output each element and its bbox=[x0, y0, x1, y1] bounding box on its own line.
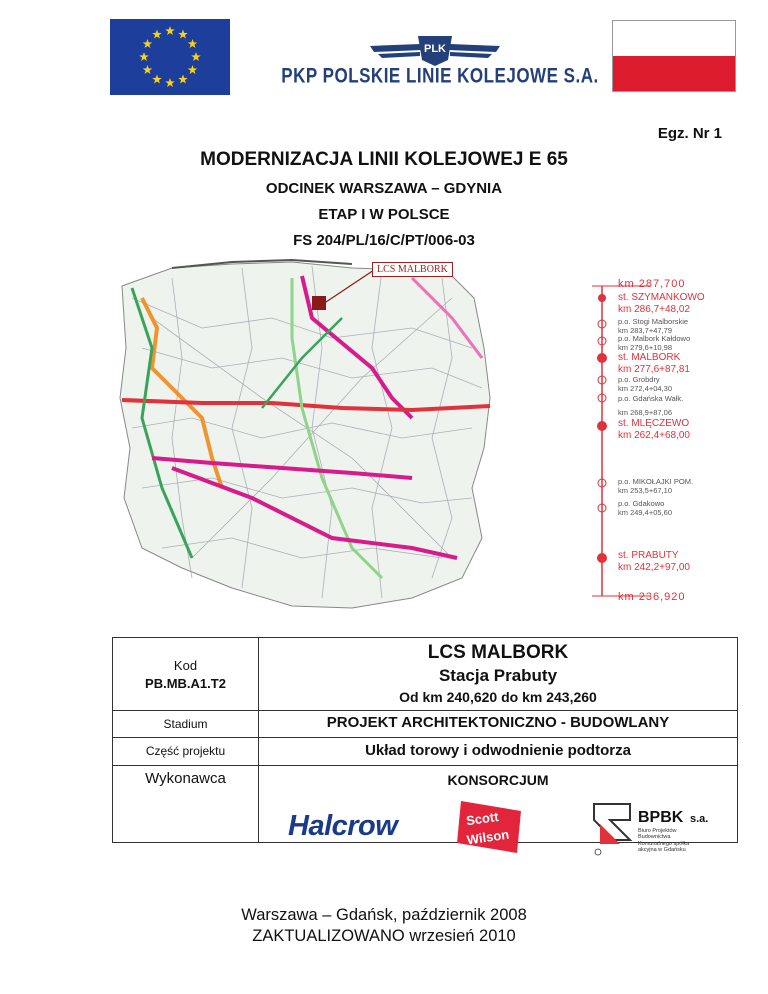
eu-star-icon bbox=[143, 39, 153, 48]
eu-star-icon bbox=[188, 39, 198, 48]
scott-text: Scott bbox=[465, 808, 500, 829]
eu-star-icon bbox=[152, 75, 162, 84]
kod-label: Kod bbox=[173, 658, 198, 673]
stage-title: ETAP I W POLSCE bbox=[318, 206, 450, 223]
bpbk-suffix: s.a. bbox=[690, 813, 709, 825]
eu-star-icon bbox=[165, 26, 175, 35]
part-value: Układ torowy i odwodnienie podtorza bbox=[365, 742, 631, 759]
station-km: km 242,2+97,00 bbox=[618, 562, 690, 573]
lcs-callout: LCS MALBORK bbox=[372, 262, 453, 277]
station-name: st. MLĘCZEWO bbox=[618, 418, 690, 429]
station-km: km 283,7+47,79 bbox=[618, 326, 672, 335]
kod-value: PB.MB.A1.T2 bbox=[145, 676, 226, 691]
station-km: km 249,4+05,60 bbox=[618, 508, 672, 517]
main-title: MODERNIZACJA LINII KOLEJOWEJ E 65 bbox=[200, 149, 568, 170]
scott-wilson-logo bbox=[455, 797, 527, 855]
km-range: Od km 240,620 do km 243,260 bbox=[399, 689, 597, 705]
company-name: PKP POLSKIE LINIE KOLEJOWE S.A. bbox=[281, 63, 599, 88]
eu-star-icon bbox=[139, 52, 149, 61]
footer-updated: ZAKTUALIZOWANO wrzesień 2010 bbox=[252, 927, 516, 945]
station-km: km 268,9+87,06 bbox=[618, 408, 672, 417]
eu-star-icon bbox=[191, 52, 201, 61]
station-km: km 279,6+10,98 bbox=[618, 343, 672, 352]
station-name: p.o. Malbork Kałdowo bbox=[618, 334, 691, 343]
halcrow-logo: Halcrow bbox=[288, 810, 398, 842]
stadium-value: PROJEKT ARCHITEKTONICZNO - BUDOWLANY bbox=[326, 714, 670, 731]
railway-map bbox=[112, 258, 492, 613]
station-name: p.o. Gdakowo bbox=[618, 499, 665, 508]
station-km: km 253,5+67,10 bbox=[618, 486, 672, 495]
bpbk-description: Biuro Projektów Budownictwa Komunalnego spółka akcyjna w Gdańsku bbox=[638, 828, 690, 853]
eu-star-icon bbox=[143, 65, 153, 74]
station-name: p.o. Gdańska Wałk. bbox=[618, 394, 684, 403]
lcs-title: LCS MALBORK bbox=[427, 642, 569, 663]
station-name: p.o. MIKOŁAJKI POM. bbox=[618, 477, 694, 486]
station-km: km 272,4+04,30 bbox=[618, 384, 672, 393]
contractor-label: Wykonawca bbox=[145, 770, 226, 787]
km-diagram bbox=[590, 278, 740, 608]
eu-flag bbox=[110, 19, 230, 95]
station-name: p.o. Stogi Malborskie bbox=[618, 317, 689, 326]
eu-star-icon bbox=[178, 29, 188, 38]
fs-number: FS 204/PL/16/C/PT/006-03 bbox=[293, 232, 475, 249]
station-km: km 262,4+68,00 bbox=[618, 430, 690, 441]
eu-star-icon bbox=[188, 65, 198, 74]
lcs-marker bbox=[312, 296, 326, 310]
contractor-value: KONSORCJUM bbox=[447, 772, 549, 788]
station-name: st. SZYMANKOWO bbox=[618, 292, 705, 303]
station-name: p.o. Grobdry bbox=[618, 375, 660, 384]
station-name: st. PRABUTY bbox=[618, 550, 679, 561]
wilson-text: Wilson bbox=[465, 826, 510, 848]
section-title: ODCINEK WARSZAWA – GDYNIA bbox=[265, 180, 503, 197]
bpbk-name: BPBK bbox=[638, 809, 684, 826]
copy-number: Egz. Nr 1 bbox=[657, 125, 722, 142]
station-name: st. MALBORK bbox=[618, 352, 681, 363]
station-title: Stacja Prabuty bbox=[438, 666, 558, 685]
station-km: km 277,6+87,81 bbox=[618, 364, 690, 375]
station-km: km 286,7+48,02 bbox=[618, 304, 690, 315]
part-label: Część projektu bbox=[145, 744, 226, 758]
stadium-label: Stadium bbox=[163, 717, 208, 731]
km-bottom: km 236,920 bbox=[618, 591, 686, 603]
footer-date: Warszawa – Gdańsk, październik 2008 bbox=[241, 906, 527, 924]
poland-flag bbox=[612, 20, 736, 92]
km-top: km 287,700 bbox=[618, 278, 686, 290]
eu-star-icon bbox=[165, 78, 175, 87]
eu-star-icon bbox=[178, 75, 188, 84]
eu-star-icon bbox=[152, 29, 162, 38]
bpbk-logo bbox=[590, 800, 730, 858]
plk-mark: PLK bbox=[424, 43, 446, 55]
eu-stars-icon bbox=[110, 19, 230, 95]
